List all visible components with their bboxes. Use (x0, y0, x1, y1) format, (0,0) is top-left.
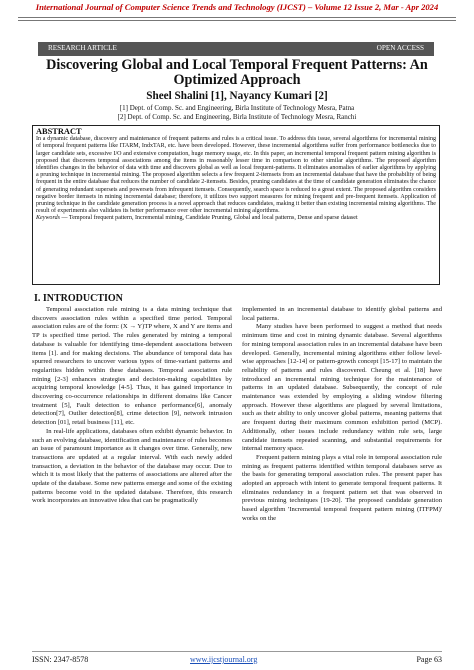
journal-link[interactable]: www.ijcstjournal.org (190, 655, 258, 664)
footer-divider (32, 651, 442, 652)
journal-header: International Journal of Computer Science Trends and Technology (IJCST) – Volume 12 Issue 2, Mar - Apr 2024 (35, 2, 439, 12)
header-divider-2 (18, 20, 456, 21)
affiliation-1: [1] Dept. of Comp. Sc. and Engineering, Birla Institute of Technology Mesra, Patna (119, 104, 355, 112)
affiliation-2: [2] Dept. of Comp. Sc. and Engineering, Birla Institute of Technology Mesra, Ranchi (117, 113, 357, 121)
abstract-text: In a dynamic database, discovery and maintenance of frequent patterns and rules is a critical issue. To address this issue, several algorithms for incremental mining of temporal frequent patterns like ITARM, IndxTAR, etc. have been developed. However, these incremental algorithms suffer from performance bottlenecks due to larger candidate sets, excessive I/O and extensive computation, huge memory usage, etc. In this paper, an incremental temporal frequent pattern mining algorithm is proposed that discovers temporal associations among the items in reasonably lesser time in comparison to other similar algorithms. The proposed algorithm identifies changes in the behavior of data with time and discovers global as well as local frequent-patterns. It eliminates anomalies of earlier algorithms by applying a pruning technique in incremental mining. The proposed algorithm selects a few frequent 2-itemsets from an incremental database that have the probability of being frequent in the entire database that reduces the number of candidate 2-itemsets. Besides, pruning candidates at the time of candidate generation eliminates the chance of generating redundant supersets and powersets from infrequent itemsets. Consequently, search space is reduced to a great extent. The proposed algorithm considers negative border itemsets in mining incremental database; therefore, it utilizes two support measures for mining frequent and pre-frequent itemsets. Application of pruning technique in the candidate generation process is a novel approach that reduces candidates, making it better than existing incremental mining algorithms. The result of experiments also validates its better performance over other incremental mining algorithms. (36, 136, 436, 215)
header-divider (18, 17, 456, 18)
paragraph: In real-life applications, databases often exhibit dynamic behavior. In such an evolving database, identification and maintenance of rules becomes an issue of paramount importance as it changes over time. Generally, new transactions are updated at a regular interval. With each newly added transaction, a deviation in the behavior of the database may occur. Due to which it is most likely that the patterns of associations are altered after the update of the database. Some new patterns emerge and some of the existing patterns become void in the updated database. Therefore, this research work incorporates an innovative idea that can be pragmatically (32, 427, 232, 505)
right-column (242, 306, 442, 606)
paragraph: Temporal association rule mining is a data mining technique that discovers association rules within a specified time period. Temporal association rules are of the form: (X → Y)TP where, X and Y are items and TP is specified time period. The rules generated by mining a temporal database is valuable for identifying time-dependent associations between items [1]. and for making decisions. The abundance of temporal data has spurred researchers to uncover various types of time-variant patterns and regularities hidden within these databases. Temporal association rule mining [2-3] enhances strategies and decision-making capabilities by acquiring temporal knowledge [4-5]. Thus, it has gained importance in discovering co-occurrence relationships in different domains like Cancer treatment [5], Fault detection to enhance performance[6], anomaly detection[7], Outlier detection[8], crime detection [9], network intrusion detection [01], retail business [11], etc. (32, 306, 232, 427)
keywords (36, 215, 436, 222)
open-access-label: OPEN ACCESS (376, 44, 424, 52)
abstract-box (32, 125, 440, 285)
paragraph: Many studies have been performed to suggest a method that needs minimum time and cost in mining dynamic database. Several algorithms for mining temporal association rules in an incremental database have been developed. Generally, incremental mining algorithms either follow level-wise approaches [12-14] or pattern-growth concept [15-17] to maintain the reliability of patterns and rules discovered. Cheung et al. [18] have introduced an incremental mining technique for the maintenance of patterns in an updated database. Subsequently, the concept of rule maintenance was extended by employing a sliding window filtering approach. However these algorithms are plagued by several limitations, such as their ability to only uncover global patterns, meaning patterns that are frequent during their maximum common exhibition period (MCP). Additionally, other issues include redundancy within rule sets, large candidate itemsets repeated scanning, and substantial requirements for internal memory space. (242, 323, 442, 453)
article-type-bar (38, 42, 434, 56)
section-heading: I. INTRODUCTION (34, 293, 123, 304)
paragraph: implemented in an incremental database to identify global patterns and local patterns. (242, 306, 442, 322)
keywords-text: — Temporal frequent pattern, Incremental mining, Candidate Pruning, Global and local patterns, Dense and sparse dataset (59, 215, 358, 222)
paper-authors: Sheel Shalini [1], Nayancy Kumari [2] (146, 90, 328, 102)
page-number: Page 63 (416, 655, 442, 664)
left-column (32, 306, 232, 604)
research-article-label: RESEARCH ARTICLE (48, 44, 117, 52)
keywords-label: Keywords (36, 215, 60, 222)
paper-title: Discovering Global and Local Temporal Frequent Patterns: An Optimized Approach (46, 57, 428, 88)
abstract-heading: ABSTRACT (36, 127, 82, 136)
issn: ISSN: 2347-8578 (32, 655, 89, 664)
paragraph: Frequent pattern mining plays a vital role in temporal association rule mining as frequent patterns identified within temporal databases serve as the basis for generating temporal association rules. The present paper has adopted an approach with intent to generate temporal frequent patterns. It eliminates redundancy in a frequent pattern set that was observed in previous mining techniques [19-20]. The proposed candidate generation based algorithm 'Incremental temporal frequent pattern mining (ITFPM)' works on the (242, 453, 442, 522)
